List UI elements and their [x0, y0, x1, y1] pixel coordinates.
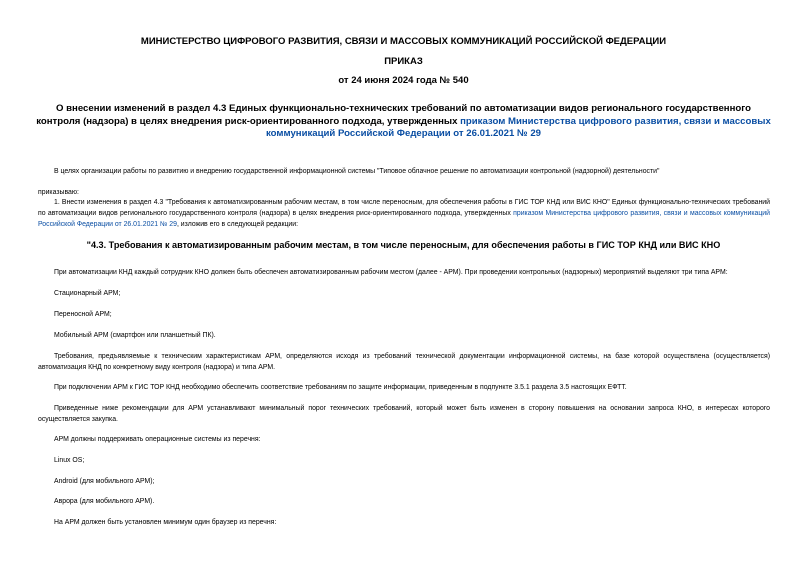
paragraph: На АРМ должен быть установлен минимум один браузер из перечня:	[54, 519, 277, 526]
date-number: от 24 июня 2024 года № 540	[338, 75, 469, 86]
paragraph: Аврора (для мобильного АРМ).	[54, 498, 155, 505]
paragraph: При автоматизации КНД каждый сотрудник КНО должен быть обеспечен автоматизированным рабочим местом (далее - АРМ). При проведении контрольных (надзорных) мероприятий выделяют три типа АРМ:	[54, 269, 728, 276]
paragraph: Приведенные ниже рекомендации для АРМ устанавливают минимальный порог технических требований, который может быть изменен в сторону повышения на основании запроса КНО, в интересах которого осуществляется закупка.	[38, 405, 770, 423]
item-1-paragraph	[38, 197, 770, 230]
paragraph: Стационарный АРМ;	[54, 290, 121, 297]
item-1-order-link[interactable]: приказом Министерства цифрового развития, связи и массовых коммуникаций Российской Федерации от 26.01.2021 № 29	[38, 210, 770, 228]
paragraph: АРМ должны поддерживать операционные системы из перечня:	[54, 436, 261, 443]
paragraph: Переносной АРМ;	[54, 311, 112, 318]
document-title	[36, 103, 771, 141]
title-text: О внесении изменений в раздел 4.3 Единых функционально-технических требований по автоматизации видов регионального государственного контроля (надзора) в целях внедрения риск-ориентированного подхода, утвержденных	[36, 103, 751, 127]
section-heading: "4.3. Требования к автоматизированным рабочим местам, в том числе переносным, для обеспечения работы в ГИС ТОР КНД или ВИС КНО	[86, 240, 721, 250]
paragraph: Требования, предъявляемые к техническим характеристикам АРМ, определяются исходя из требований технической документации информационной системы, на базе которой осуществлена (осуществляется) автоматизация КНД по конкретному виду контроля (надзора) и типа АРМ.	[38, 353, 770, 371]
paragraph: Linux OS;	[54, 457, 85, 464]
ministry-heading: МИНИСТЕРСТВО ЦИФРОВОГО РАЗВИТИЯ, СВЯЗИ И МАССОВЫХ КОММУНИКАЦИЙ РОССИЙСКОЙ ФЕДЕРАЦИИ	[140, 36, 667, 47]
paragraph: Android (для мобильного АРМ);	[54, 478, 155, 485]
doc-type: ПРИКАЗ	[384, 56, 423, 67]
item-1-text-end: , изложив его в следующей редакции:	[176, 221, 299, 228]
item-1-text: 1. Внести изменения в раздел 4.3 "Требования к автоматизированным рабочим местам, в том числе переносным, для обеспечения работы в ГИС ТОР КНД или ВИС КНО" Единых функционально-технических требований по автоматизации видов регионального государственного контроля (надзора) в целях внедрения риск-ориентированного подхода, утвержденных	[38, 199, 770, 217]
paragraph: Мобильный АРМ (смартфон или планшетный ПК).	[54, 332, 216, 339]
title-order-link[interactable]: приказом Министерства цифрового развития, связи и массовых коммуникаций Российской Федерации от 26.01.2021 № 29	[266, 115, 771, 139]
paragraph: При подключении АРМ к ГИС ТОР КНД необходимо обеспечить соответствие требованиям по защите информации, приведенным в подпункте 3.5.1 раздела 3.5 настоящих ЕФТТ.	[54, 384, 627, 391]
preamble-paragraph: В целях организации работы по развитию и внедрению государственной информационной системы "Типовое облачное решение по автоматизации контрольной (надзорной) деятельности"	[54, 168, 660, 175]
order-word: приказываю:	[38, 189, 79, 196]
